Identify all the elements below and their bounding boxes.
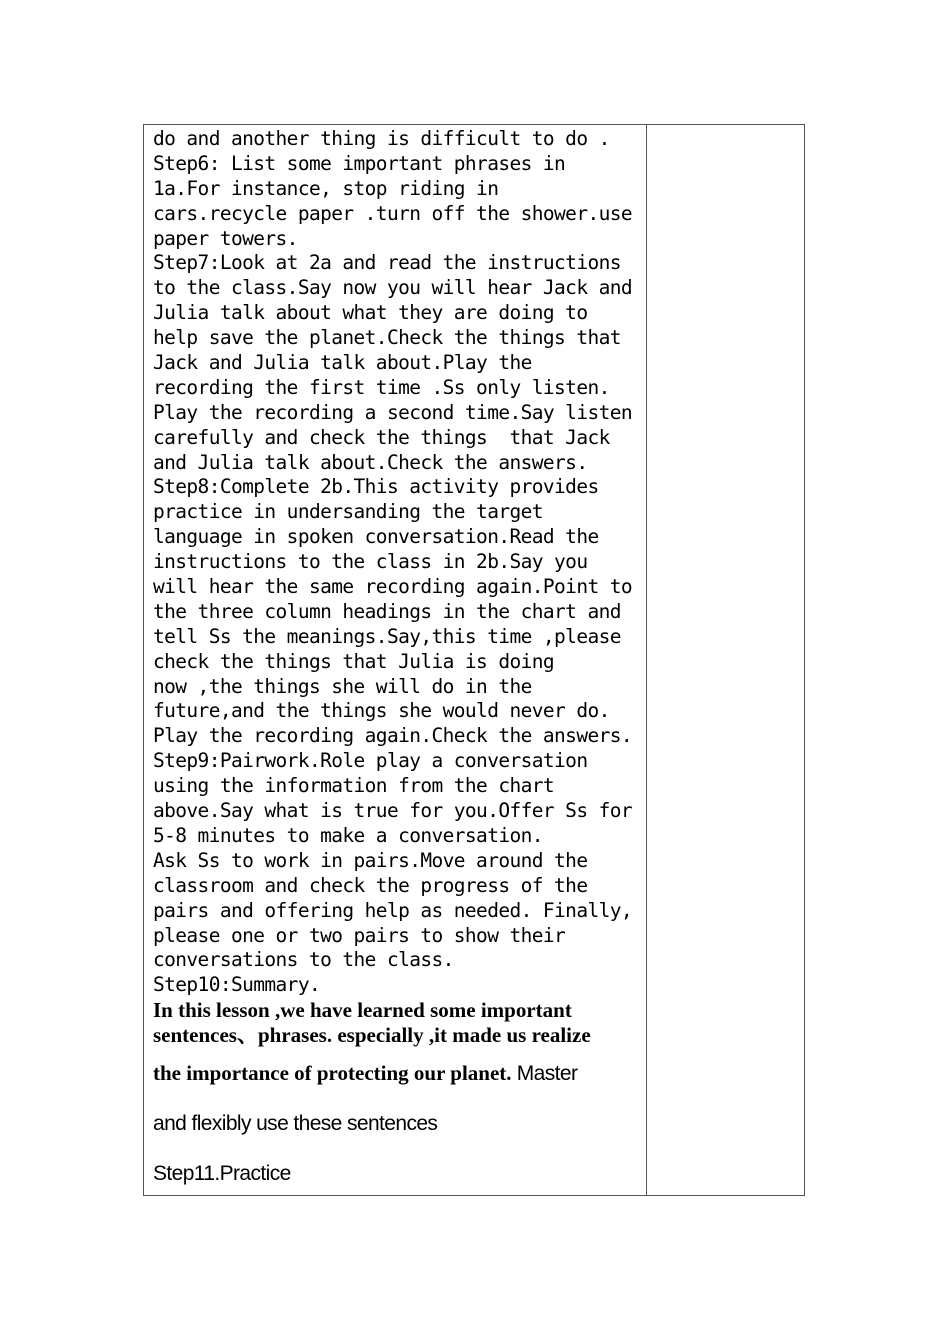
text-line: now ,the things she will do in the	[153, 674, 532, 698]
text-line: 1a.For instance, stop riding in	[153, 176, 499, 200]
text-line: the three column headings in the chart and	[153, 599, 621, 623]
text-line: tell Ss the meanings.Say,this time ,please	[153, 624, 621, 648]
text-line: carefully and check the things that Jack	[153, 425, 610, 449]
summary-bold-text: the importance of protecting our planet.	[153, 1061, 517, 1086]
lesson-table	[143, 124, 805, 1196]
text-line: Step7:Look at 2a and read the instructions	[153, 251, 621, 275]
text-line: 5-8 minutes to make a conversation.	[153, 823, 543, 847]
text-line: instructions to the class in 2b.Say you	[153, 550, 588, 574]
summary-line	[153, 1061, 646, 1086]
step11-heading: Step11.Practice	[153, 1162, 291, 1186]
text-line: check the things that Julia is doing	[153, 649, 555, 673]
text-line: using the information from the chart	[153, 774, 555, 798]
text-line: please one or two pairs to show their	[153, 923, 566, 947]
text-line: language in spoken conversation.Read the	[153, 525, 599, 549]
text-line: classroom and check the progress of the	[153, 873, 588, 897]
text-line: practice in undersanding the target	[153, 500, 543, 524]
text-line: Step9:Pairwork.Role play a conversation	[153, 749, 588, 773]
summary-line: and flexibly use these sentences	[153, 1112, 438, 1136]
text-line: Step8:Complete 2b.This activity provides	[153, 475, 599, 499]
text-line: to the class.Say now you will hear Jack and	[153, 276, 633, 300]
summary-line: In this lesson ,we have learned some important	[153, 998, 572, 1023]
text-line: recording the first time .Ss only listen.	[153, 375, 610, 399]
text-line: and Julia talk about.Check the answers.	[153, 450, 588, 474]
text-line: Ask Ss to work in pairs.Move around the	[153, 848, 588, 872]
summary-plain-text: Master	[516, 1062, 578, 1086]
text-line: Step6: List some important phrases in	[153, 151, 566, 175]
text-line: pairs and offering help as needed. Finally,	[153, 898, 633, 922]
summary-line: sentences、phrases. especially ,it made us realize	[153, 1023, 591, 1048]
text-line: above.Say what is true for you.Offer Ss for	[153, 799, 633, 823]
text-line: conversations to the class.	[153, 948, 454, 972]
text-line: help save the planet.Check the things that	[153, 326, 621, 350]
text-line: cars.recycle paper .turn off the shower.use	[153, 201, 633, 225]
procedure-cell	[144, 125, 647, 1195]
text-line: paper towers.	[153, 226, 298, 250]
text-line: Play the recording again.Check the answers.	[153, 724, 633, 748]
text-line: future,and the things she would never do.	[153, 699, 610, 723]
text-line: Julia talk about what they are doing to	[153, 301, 588, 325]
notes-cell	[647, 125, 804, 1195]
text-line: will hear the same recording again.Point to	[153, 575, 633, 599]
text-line: Jack and Julia talk about.Play the	[153, 351, 532, 375]
text-line: Step10:Summary.	[153, 973, 321, 997]
text-line: do and another thing is difficult to do .	[153, 127, 610, 150]
text-line: Play the recording a second time.Say listen	[153, 400, 633, 424]
